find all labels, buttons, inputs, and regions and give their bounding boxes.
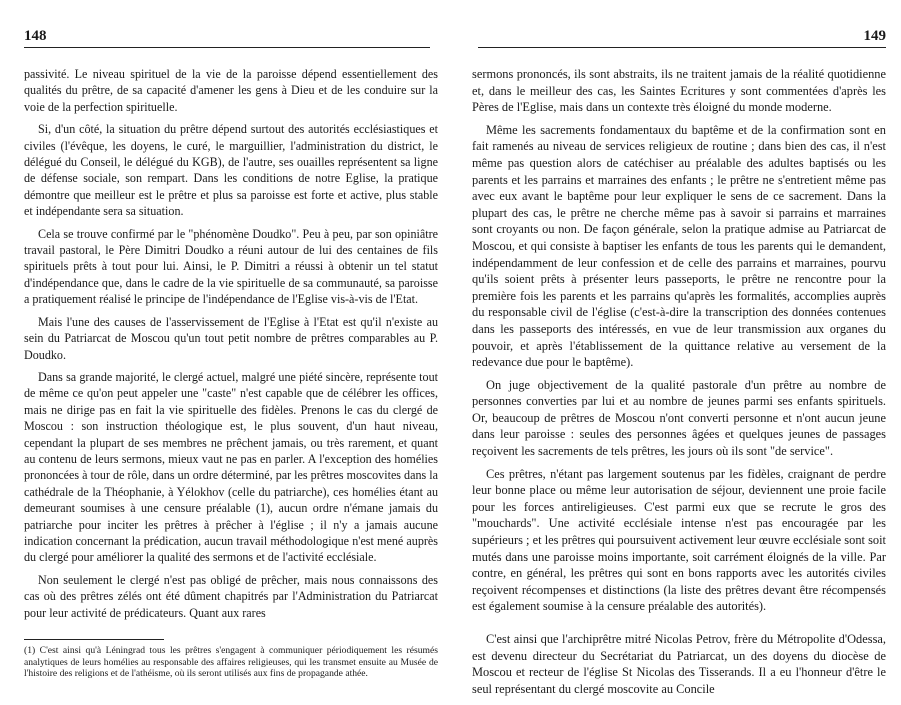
paragraph: Cela se trouve confirmé par le "phénomène Doudko". Peu à peu, par son opiniâtre travail pastoral, le Père Dimitri Doudko a réuni autour de lui des centaines de fils spirituels prêts à tout pour lui. Ainsi, le P. Dimitri a réussi à obtenir un tel statut d'indépendance que, dans le cadre de la vie spirituelle de sa communauté, sa paroisse a pratiquement réalisé le principe de l'indépendance de l'Eglise vis-à-vis de l'Etat. bbox=[24, 226, 438, 307]
page-body bbox=[472, 66, 886, 703]
paragraph: Non seulement le clergé n'est pas obligé de prêcher, mais nous connaissons des cas où des prêtres zélés ont été dûment chapitrés par l'Administration du Patriarcat pour leur activité de prédicateurs. Quant aux rares bbox=[24, 572, 438, 620]
page-body bbox=[24, 66, 438, 627]
page-number: 149 bbox=[863, 28, 886, 44]
paragraph: sermons prononcés, ils sont abstraits, ils ne traitent jamais de la réalité quotidienne et, dans le meilleur des cas, les Saintes Ecritures y sont commentées d'après les Pères de l'Eglise, mais dans un contexte très éloigné du monde moderne. bbox=[472, 67, 886, 115]
paragraph: Mais l'une des causes de l'asservissement de l'Eglise à l'Etat est qu'il n'existe au sein du Patriarcat de Moscou qu'un tout petit nombre de prêtres comparables au P. Doudko. bbox=[24, 314, 438, 362]
paragraph: Même les sacrements fondamentaux du baptême et de la confirmation sont en fait ramenés au niveau de services religieux de routine ; dans bien des cas, il n'est même pas question alors de catéchiser au préalable des adultes baptisés ou les parents et les parrains et marraines des enfants ; le prêtre ne s'entretient même pas avec eux avant le baptême pour leur expliquer le sens de ce sacrement. Dans la plupart des cas, le prêtre ne cherche même pas à savoir si parrains et marraines sont croyants ou non. De façon générale, selon la pratique admise au Patriarcat de Moscou, et qui consiste à baptiser les enfants de tous les parents qui le demandent, indépendamment de leur confession et de celle des parrains et marraines, pourvu qu'ils soient prêts à présenter leurs passeports, le prêtre ne rencontre pour la première fois les parents et les parrains qu'après les formalités, accomplies auprès du responsable civil de l'église (c'est-à-dire la transcription des données contenues dans les passeports des intéressés, en vue de leur transmission aux organes du pouvoir, et après l'établissement de la quittance relative au versement de la redevance due pour le baptême). bbox=[472, 122, 886, 370]
paragraph: Dans sa grande majorité, le clergé actuel, malgré une piété sincère, représente tout de même ce qu'on peut appeler une "caste" n'est capable que de célébrer les offices, mais ne dirige pas en fait la vie spirituelle des fidèles. Prenons le cas du clergé de Moscou : son instruction théologique est, le plus souvent, d'un haut niveau, cependant la plupart de ses membres ne prêchent jamais, ou très rarement, et quant au contenu de leurs sermons, mieux vaut ne pas en parler. A l'exception des homélies prononcées à tour de rôle, dans un ordre déterminé, par les prêtres moscovites dans la cathédrale de la Théophanie, à Yélokhov (celle du patriarche), ces homélies étant au demeurant soumises à une censure préalable (1), aucun ordre n'émane jamais du patriarche pour inciter les prêtres à prêcher à l'église ; il n'y a jamais aucune indication concernant la prédication, aucun travail méthodologique n'est mené auprès du clergé pour améliorer la qualité des sermons et de l'activité ecclésiale. bbox=[24, 369, 438, 565]
paragraph: On juge objectivement de la qualité pastorale d'un prêtre au nombre de personnes converties par lui et au nombre de jeunes parmi ses enfants spirituels. Or, beaucoup de prêtres de Moscou n'ont converti personne et n'ont aucun jeune dans leur paroisse : seules des personnes âgées et quelques jeunes de passages reçoivent les sacrements de tels prêtres, les jours où ils sont "de service". bbox=[472, 377, 886, 459]
left-page bbox=[24, 28, 438, 698]
page-number: 148 bbox=[24, 28, 47, 44]
paragraph: Ces prêtres, n'étant pas largement soutenus par les fidèles, craignant de perdre leur bonne place ou même leur autorisation de séjour, deviennent une proie facile pour les forces antireligieuses. C'est parmi eux que se recrute le gros des "mouchards". Une activité ecclésiale intense n'est pas encouragée par les supérieurs ; et les prêtres qui poursuivent activement leur œuvre ecclésiale sont soit mutés dans une paroisse moins importante, soit carrément éloignés de la ville. Par contre, en général, les prêtres qui sont en bons rapports avec les autorités civiles reçoivent récompenses et distinctions (la liste des prêtres devant être récompensés est également soumise à la censure préalable des autorités). bbox=[472, 466, 886, 614]
header-rule bbox=[478, 47, 886, 48]
footnote-rule bbox=[24, 639, 164, 640]
right-page bbox=[472, 28, 886, 698]
paragraph: passivité. Le niveau spirituel de la vie de la paroisse dépend essentiellement des qualités du prêtre, de sa capacité d'amener les gens à Dieu et de les conduire sur la voie de la perfection spirituelle. bbox=[24, 67, 438, 114]
paragraph: Si, d'un côté, la situation du prêtre dépend surtout des autorités ecclésiastiques et civiles (l'évêque, les doyens, le curé, le marguillier, l'administration du district, le délégué du Conseil, le délégué du KGB), de l'autre, ses ouailles représentent sa ligne de défense sociale, son rempart. Dans les conditions de notre Eglise, la pratique démontre que meilleur est le prêtre et plus sa paroisse est forte et active, plus stable et indépendante sera sa situation. bbox=[24, 122, 438, 219]
footnote: (1) C'est ainsi qu'à Léningrad tous les prêtres s'engagent à communiquer périodiquement les résumés analytiques de leurs homélies au responsable des affaires religieuses, qui les transmet ensuite au Musée de l'histoire des religions et de l'athéisme, où ils seront utilisés aux fins de propagande athée. bbox=[24, 645, 438, 680]
header-rule bbox=[24, 47, 430, 48]
paragraph: C'est ainsi que l'archiprêtre mitré Nicolas Petrov, frère du Métropolite d'Odessa, est devenu directeur du Secrétariat du Patriarcat, un des doyens du diocèse de Moscou et recteur de l'église St Nicolas des Tisserands. Il a eu l'honneur d'être le seul représentant du clergé moscovite au Concile bbox=[472, 632, 886, 696]
